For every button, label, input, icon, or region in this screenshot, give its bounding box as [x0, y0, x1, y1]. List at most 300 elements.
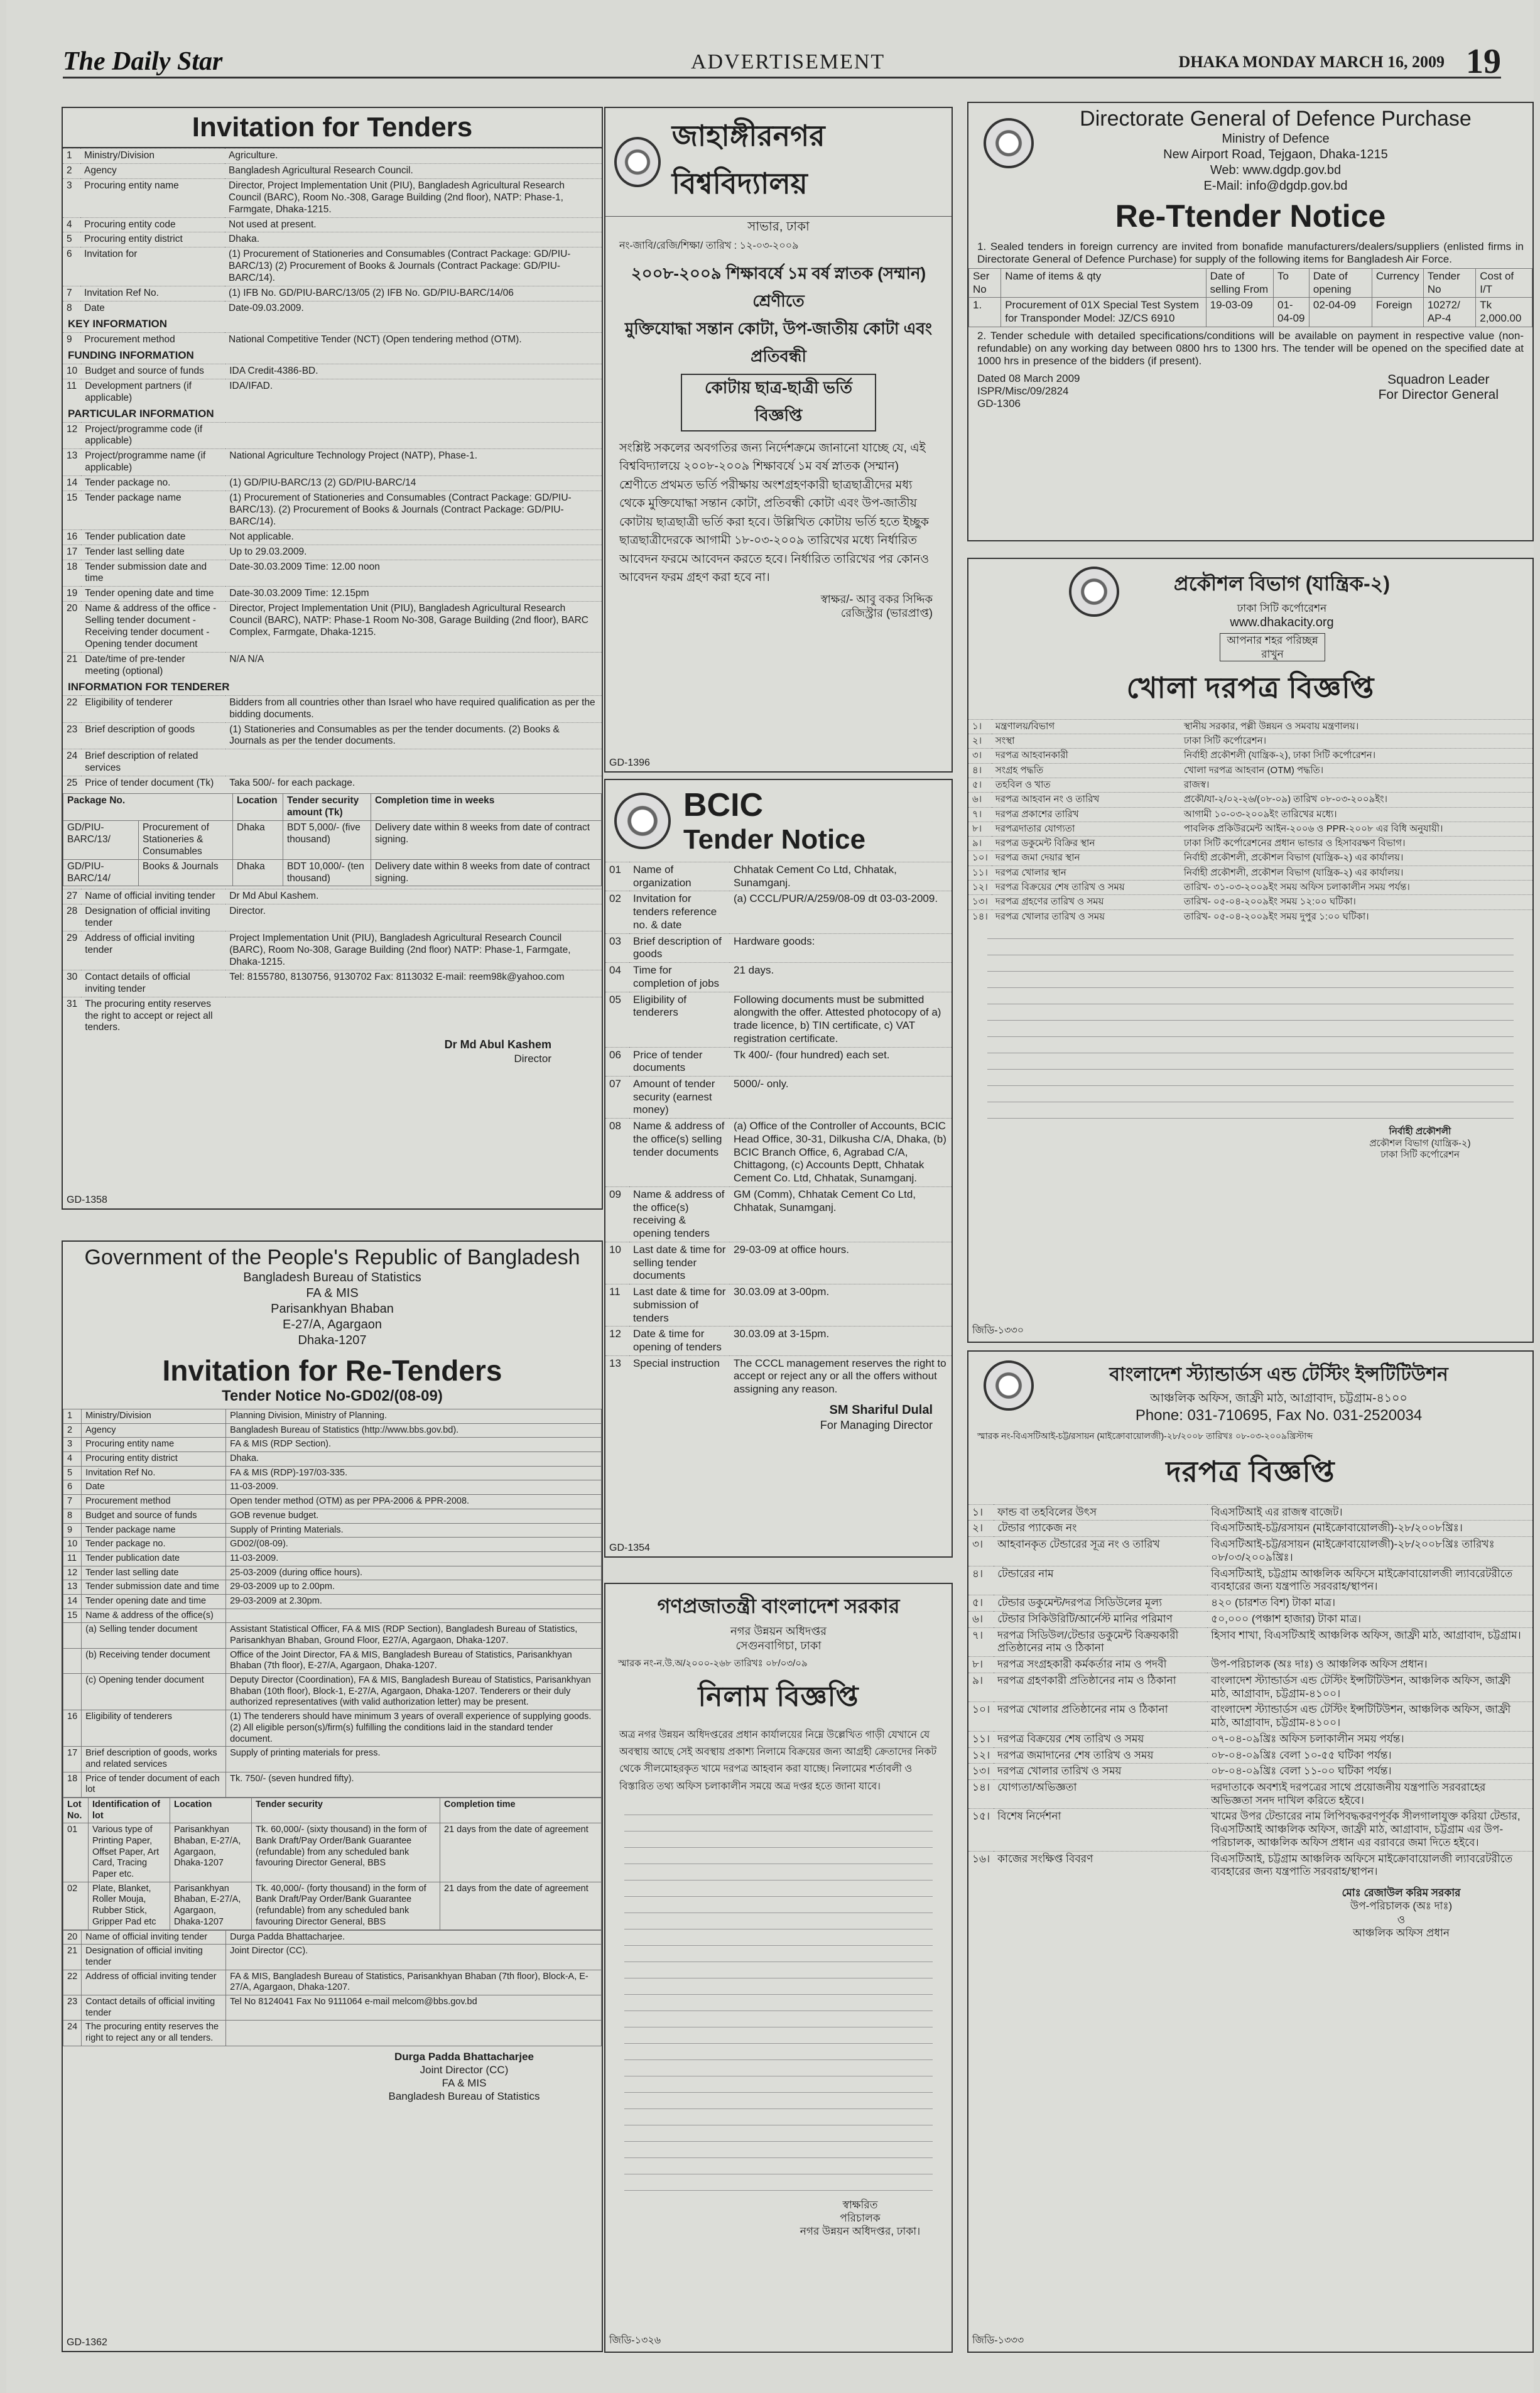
table-row	[969, 298, 1532, 327]
barc-table-contact	[63, 889, 602, 1035]
table-row	[63, 422, 602, 449]
table-cell: 25-03-2009 (during office hours).	[226, 1566, 602, 1580]
table-cell: 6	[63, 1480, 82, 1495]
table-cell: To	[1274, 269, 1310, 298]
table-cell: তারিখ- ৩১-০৩-২০০৯ইং সময় অফিস চলাকালীন সময় পর্যন্ত।	[1180, 881, 1532, 895]
table-cell: 4	[63, 217, 80, 232]
table-cell: টেন্ডারের নাম	[994, 1566, 1207, 1595]
ju-seal-icon	[614, 137, 661, 187]
table-cell: Up to 29.03.2009.	[225, 545, 602, 560]
table-cell: Designation of official inviting tender	[81, 904, 225, 931]
table-cell: 12	[63, 422, 81, 449]
barc-title: Invitation for Tenders	[63, 108, 602, 148]
table-cell: Last date & time for selling tender documents	[629, 1242, 730, 1284]
table-cell: 27	[63, 889, 81, 904]
table-cell: ১১।	[968, 865, 992, 880]
table-cell: 5	[63, 232, 80, 247]
table-cell: 07	[605, 1077, 629, 1119]
table-row	[605, 963, 952, 992]
table-cell: Budget and source of funds	[82, 1509, 226, 1523]
table-cell: (a) Selling tender document	[82, 1623, 226, 1648]
table-cell: 21 days from the date of agreement	[440, 1882, 602, 1929]
barc-table-general	[63, 148, 602, 316]
bcic-title: BCIC	[683, 787, 764, 823]
table-row	[968, 1521, 1532, 1537]
table-row	[63, 1945, 602, 1970]
table-row	[605, 1242, 952, 1284]
table-cell: 21	[63, 652, 81, 678]
table-row	[63, 1566, 602, 1580]
table-cell: (b) Receiving tender document	[82, 1648, 226, 1673]
bbs-table-general	[63, 1409, 602, 1798]
address-line: Joint Director (CC)	[420, 2063, 509, 2076]
table-cell: তহবিল ও খাত	[992, 778, 1180, 792]
bbs-signature-block	[327, 2050, 602, 2103]
table-row	[63, 749, 602, 776]
table-cell: 2	[63, 163, 80, 178]
table-cell: GOB revenue budget.	[226, 1509, 602, 1523]
table-cell: Brief description of goods	[629, 933, 730, 962]
table-cell: 02	[63, 1882, 89, 1929]
table-cell: Tk. 60,000/- (sixty thousand) in the form of Bank Draft/Pay Order/Bank Guarantee (refundable) from any scheduled bank favouring Director General, BBS	[252, 1823, 440, 1882]
table-cell: Tender publication date	[82, 1551, 226, 1566]
table-cell: Taka 500/- for each package.	[225, 776, 602, 791]
table-cell: ৫।	[968, 1595, 994, 1612]
table-row	[63, 1648, 602, 1673]
dcc-website: www.dhakacity.org	[1230, 616, 1334, 630]
table-row	[968, 895, 1532, 909]
table-row	[605, 1077, 952, 1119]
table-cell: Currency	[1372, 269, 1423, 298]
bsti-signatory: মোঃ রেজাউল করিম সরকার	[1342, 1887, 1461, 1899]
table-cell: 4	[63, 1452, 82, 1467]
table-cell: (1) The tenderers should have minimum 3 years of overall experience of supplying goods. (2) All eligible person(s)/firm(s) fulfilling the conditions laid in the standard tender document.	[226, 1710, 602, 1747]
table-cell: Joint Director (CC).	[226, 1945, 602, 1970]
dcc-heading: খোলা দরপত্র বিজ্ঞপ্তি	[1126, 671, 1375, 704]
address-line: Web: www.dgdp.gov.bd	[1210, 163, 1342, 177]
table-row	[968, 1764, 1532, 1780]
table-cell: দরপত্র বিক্রয়ের শেষ তারিখ ও সময়	[994, 1731, 1207, 1747]
table-header-cell: Package No.	[63, 794, 233, 821]
table-cell: Tender last selling date	[81, 545, 225, 560]
table-row	[63, 997, 602, 1035]
address-line: FA & MIS	[306, 1286, 359, 1300]
table-cell: Planning Division, Ministry of Planning.	[226, 1409, 602, 1424]
table-row	[968, 1702, 1532, 1731]
table-row	[63, 247, 602, 286]
bcic-signatory-designation: For Managing Director	[820, 1418, 933, 1431]
table-cell: সংস্থা	[992, 734, 1180, 749]
table-cell: ০৮-০৪-০৯খ্রিঃ বেলা ১১-০০ ঘটিকা পর্যন্ত।	[1207, 1764, 1532, 1780]
table-cell: ১১।	[968, 1731, 994, 1747]
address-line: Parisankhyan Bhaban	[271, 1302, 394, 1316]
table-header-cell: Identification of lot	[89, 1798, 170, 1823]
table-cell: 13	[605, 1355, 629, 1397]
table-cell: 03	[605, 933, 629, 962]
table-cell: Date-30.03.2009 Time: 12.15pm	[225, 587, 602, 602]
table-cell: 02	[605, 891, 629, 933]
table-cell: Tender submission date and time	[81, 560, 225, 587]
table-cell: BDT 10,000/- (ten thousand)	[283, 859, 371, 886]
nilam-sign-3: নগর উন্নয়ন অধিদপ্তর, ঢাকা।	[800, 2225, 921, 2238]
table-row	[63, 1674, 602, 1710]
table-row	[63, 1480, 602, 1495]
barc-signatory-name: Dr Md Abul Kashem	[444, 1038, 551, 1051]
barc-heading-funding-information: FUNDING INFORMATION	[68, 349, 194, 361]
ju-signature: স্বাক্ষর/- আবু বকর সিদ্দিক	[820, 592, 933, 605]
table-row	[63, 587, 602, 602]
table-cell: দরপত্রদাতার যোগ্যতা	[992, 822, 1180, 836]
table-cell: Tender opening date and time	[81, 587, 225, 602]
table-cell: Procuring entity code	[80, 217, 225, 232]
table-row	[63, 491, 602, 530]
table-row	[63, 889, 602, 904]
table-cell: Following documents must be submitted alongwith the offer. Attested photocopy of a) trade licence, b) TIN certificate, c) VAT registration certificate.	[730, 992, 952, 1047]
dgdp-signatory-rank: Squadron Leader	[1387, 372, 1490, 387]
dcc-signatory-org: ঢাকা সিটি কর্পোরেশন	[1380, 1149, 1460, 1161]
table-header-cell: Location	[170, 1798, 252, 1823]
table-row	[63, 776, 602, 791]
table-cell: Foreign	[1372, 298, 1423, 327]
table-cell: ৬।	[968, 1611, 994, 1627]
table-cell: Delivery date within 8 weeks from date of contract signing.	[371, 820, 602, 859]
table-cell: 5000/- only.	[730, 1077, 952, 1119]
bcic-logo-icon	[614, 793, 671, 849]
dcc-logo-icon	[1069, 567, 1119, 617]
ju-reference: নং-জাবি/রেজি/শিক্ষা/ তারিখ : ১২-০৩-২০০৯	[619, 241, 799, 251]
table-cell: Durga Padda Bhattacharjee.	[226, 1930, 602, 1945]
table-cell: Designation of official inviting tender	[82, 1945, 226, 1970]
table-row	[968, 909, 1532, 924]
bbs-ad-ref: GD-1362	[67, 2337, 107, 2348]
table-row	[968, 1851, 1532, 1880]
table-cell: 10	[63, 364, 81, 379]
table-header-cell: Completion time	[440, 1798, 602, 1823]
address-line: E-Mail: info@dgdp.gov.bd	[1203, 179, 1348, 193]
table-cell: IDA/IFAD.	[225, 379, 602, 405]
table-cell: Books & Journals	[139, 859, 233, 886]
newspaper-page	[6, 0, 1534, 2393]
table-row	[63, 301, 602, 315]
dcc-fine-print	[987, 930, 1514, 1119]
nilam-body: অত্র নগর উন্নয়ন অধিদপ্তরের প্রধান কার্যালয়ের নিম্নে উল্লেখিত গাড়ী যেখানে যে অবস্থায় আছে সেই অবস্থায় প্রকাশ্য নিলামে বিক্রয়ের জন্য আগ্রহী ক্রেতাদের নিকট থেকে সীলমোহরকৃত খামে দরপত্র আহবান করা যাচ্ছে। নিলামের শর্তাবলী ও বিস্তারিত তথ্য অফিস চলাকালীন সময়ে অত্র দপ্তর হতে জানা যাবে।	[619, 1730, 937, 1792]
table-cell	[63, 1674, 82, 1710]
table-cell: 24	[63, 2021, 82, 2046]
table-row	[63, 286, 602, 301]
table-cell: দরপত্র জমা দেয়ার স্থান	[992, 851, 1180, 865]
table-cell: ১৪।	[968, 1779, 994, 1808]
jahangirnagar-university-notice	[604, 107, 953, 773]
table-row	[63, 1509, 602, 1523]
table-cell: মন্ত্রণালয়/বিভাগ	[992, 719, 1180, 734]
table-row	[63, 931, 602, 970]
table-cell: 8	[63, 1509, 82, 1523]
table-row	[63, 217, 602, 232]
table-cell: 19	[63, 587, 81, 602]
table-cell: 22	[63, 1970, 82, 1995]
table-cell: Tk. 40,000/- (forty thousand) in the form of Bank Draft/Pay Order/Bank Guarantee (refundable) from any scheduled bank favouring Director General, BBS	[252, 1882, 440, 1929]
table-row	[63, 1823, 602, 1882]
table-cell: GD/PIU-BARC/14/	[63, 859, 139, 886]
barc-heading-key-information: KEY INFORMATION	[68, 317, 168, 330]
table-cell: Date/time of pre-tender meeting (optional)	[81, 652, 225, 678]
table-cell: ০৮-০৪-০৯খ্রিঃ বেলা ১০-৫৫ ঘটিকা পর্যন্ত।	[1207, 1747, 1532, 1764]
table-row	[63, 1438, 602, 1452]
table-cell: ৩।	[968, 749, 992, 763]
table-row	[63, 1995, 602, 2020]
bcic-tender-notice	[604, 779, 953, 1558]
dgdp-item-table	[968, 268, 1532, 327]
table-cell: GD/PIU-BARC/13/	[63, 820, 139, 859]
table-cell: 21 days from the date of agreement	[440, 1823, 602, 1882]
table-cell: 20	[63, 602, 81, 653]
table-cell: 9	[63, 1523, 82, 1538]
table-row	[63, 970, 602, 997]
table-cell: Ministry/Division	[80, 149, 225, 164]
table-cell: FA & MIS, Bangladesh Bureau of Statistics, Parisankhyan Bhaban (7th floor), Block-A, E-27/A, Agargaon, Dhaka-1207.	[226, 1970, 602, 1995]
table-cell: নির্বাহী প্রকৌশলী, প্রকৌশল বিভাগ (যান্ত্রিক-২) এর কার্যালয়।	[1180, 851, 1532, 865]
table-header-cell: Tender security	[252, 1798, 440, 1823]
dgdp-dated: Dated 08 March 2009	[977, 372, 1080, 384]
table-cell: ১২।	[968, 1747, 994, 1764]
table-cell: দরপত্র জমাদানের শেষ তারিখ ও সময়	[994, 1747, 1207, 1764]
table-cell: Director, Project Implementation Unit (PIU), Bangladesh Agricultural Research Council (BARC), NATP: Phase-1 Room No-308, Garage Building (2nd floor), BARC Complex, Farmgate, Dhaka-1215.	[225, 602, 602, 653]
dgdp-crest-icon	[984, 118, 1034, 168]
table-cell: GD02/(08-09).	[226, 1538, 602, 1552]
table-row	[63, 1930, 602, 1945]
table-cell: Name & address of the office(s) selling tender documents	[629, 1119, 730, 1187]
table-row	[605, 933, 952, 962]
newspaper-logo: The Daily Star	[63, 47, 223, 76]
table-cell	[225, 422, 602, 449]
table-row	[63, 1466, 602, 1480]
table-cell: ৫।	[968, 778, 992, 792]
nilam-sign-2: পরিচালক	[840, 2212, 881, 2224]
table-cell: বিএসটিআই-চট্ট/রসায়ন (মাইক্রোবায়োলজী)-২৮/২০০৮খ্রিঃ তারিখঃ ০৮/০৩/২০০৯খ্রিঃ।	[1207, 1537, 1532, 1566]
table-cell: Name of official inviting tender	[82, 1930, 226, 1945]
table-cell: Tender package no.	[82, 1538, 226, 1552]
table-header-cell: Tender security amount (Tk)	[283, 794, 371, 821]
table-cell: দরপত্র গ্রহণের তারিখ ও সময়	[992, 895, 1180, 909]
bsti-phone: Phone: 031-710695, Fax No. 031-2520034	[1135, 1406, 1423, 1424]
table-cell: FA & MIS (RDP)-197/03-335.	[226, 1466, 602, 1480]
table-cell: ১০।	[968, 1702, 994, 1731]
table-row	[63, 652, 602, 678]
table-cell: Procurement method	[80, 332, 225, 347]
table-cell: (1) GD/PIU-BARC/13 (2) GD/PIU-BARC/14	[225, 476, 602, 491]
table-row	[63, 602, 602, 653]
ju-signatory: রেজিস্ট্রার (ভারপ্রাপ্ত)	[840, 607, 933, 619]
table-row	[63, 904, 602, 931]
table-cell: Invitation for	[80, 247, 225, 286]
table-row	[63, 1623, 602, 1648]
nilam-address: সেগুনবাগিচা, ঢাকা	[735, 1639, 822, 1652]
table-cell: Dr Md Abul Kashem.	[225, 889, 602, 904]
table-cell: 30	[63, 970, 81, 997]
table-cell: প্রকৌ/যা-২/০২-২৬/(০৮-০৯) তারিখ ০৮-০৩-২০০৯ইং।	[1180, 793, 1532, 807]
table-cell: 6	[63, 247, 80, 286]
table-cell: BDT 5,000/- (five thousand)	[283, 820, 371, 859]
table-cell: (1) Stationeries and Consumables as per the tender documents. (2) Books & Journals as per the tender documents.	[225, 722, 602, 749]
dcc-signatory-dept: প্রকৌশল বিভাগ (যান্ত্রিক-২)	[1369, 1137, 1471, 1149]
table-cell: দরপত্র ডকুমেন্ট বিক্রির স্থান	[992, 837, 1180, 851]
table-cell: ১৩।	[968, 895, 992, 909]
table-cell: 14	[63, 476, 81, 491]
dgdp-title: Directorate General of Defence Purchase	[1080, 107, 1472, 131]
table-cell: Date-09.03.2009.	[225, 301, 602, 315]
table-cell: Name of items & qty	[1001, 269, 1206, 298]
table-cell: ঢাকা সিটি কর্পোরেশনের প্রধান ভান্ডার ও হিসাবরক্ষণ বিভাগ।	[1180, 837, 1532, 851]
table-cell: 29	[63, 931, 81, 970]
table-cell: FA & MIS (RDP Section).	[226, 1438, 602, 1452]
table-cell: 19-03-09	[1206, 298, 1273, 327]
bbs-office-address	[63, 1270, 602, 1348]
table-cell: 10	[63, 1538, 82, 1552]
address-line: Bangladesh Bureau of Statistics	[388, 2090, 540, 2103]
table-cell: 18	[63, 1772, 82, 1797]
ju-heading-1: ২০০৮-২০০৯ শিক্ষাবর্ষে ১ম বর্ষ স্নাতক (সম্মান) শ্রেণীতে	[631, 264, 926, 310]
bbs-table-contact	[63, 1930, 602, 2046]
barc-lot-table	[63, 793, 602, 886]
table-cell: Procurement method	[82, 1495, 226, 1509]
table-cell: 09	[605, 1186, 629, 1242]
barc-table-particular	[63, 422, 602, 679]
ju-ad-ref: GD-1396	[609, 757, 650, 768]
table-cell: (1) IFB No. GD/PIU-BARC/13/05 (2) IFB No. GD/PIU-BARC/14/06	[225, 286, 602, 301]
table-cell: Tender submission date and time	[82, 1580, 226, 1595]
table-cell: Address of official inviting tender	[82, 1970, 226, 1995]
table-cell: Tender No	[1423, 269, 1475, 298]
table-cell: Open tender method (OTM) as per PPA-2006 & PPR-2008.	[226, 1495, 602, 1509]
barc-heading-information-for-tenderer: INFORMATION FOR TENDERER	[68, 680, 230, 693]
table-cell: Ser No	[969, 269, 1001, 298]
table-cell: ৪।	[968, 763, 992, 778]
table-cell: Chhatak Cement Co Ltd, Chhatak, Sunamganj.	[730, 862, 952, 891]
bbs-title: Invitation for Re-Tenders	[162, 1354, 502, 1387]
table-row	[968, 1627, 1532, 1656]
dgdp-ad-ref: GD-1306	[977, 397, 1021, 410]
table-row	[968, 837, 1532, 851]
table-row	[968, 719, 1532, 734]
udd-auction-notice	[604, 1583, 953, 2353]
table-row	[968, 1566, 1532, 1595]
ju-heading-3: কোটায় ছাত্র-ছাত্রী ভর্তি বিজ্ঞপ্তি	[681, 374, 876, 431]
table-row	[63, 1423, 602, 1438]
bsti-office: আঞ্চলিক অফিস, জাফ্রী মাঠ, আগ্রাবাদ, চট্টগ্রাম-৪১০০	[1150, 1392, 1407, 1405]
table-cell: Procurement of 01X Special Test System for Transponder Model: JZ/CS 6910	[1001, 298, 1206, 327]
bsti-signatory-role: আঞ্চলিক অফিস প্রধান	[1352, 1926, 1450, 1939]
bsti-heading: দরপত্র বিজ্ঞপ্তি	[1166, 1455, 1335, 1488]
table-cell: 12	[63, 1566, 82, 1580]
ju-title: জাহাঙ্গীরনগর বিশ্ববিদ্যালয়	[671, 119, 825, 200]
table-row	[968, 734, 1532, 749]
table-row	[605, 1327, 952, 1355]
table-cell: Bangladesh Agricultural Research Council.	[225, 163, 602, 178]
table-cell: Procuring entity district	[80, 232, 225, 247]
table-cell: Agency	[82, 1423, 226, 1438]
table-cell: Name & address of the office(s) receiving & opening tenders	[629, 1186, 730, 1242]
table-row	[63, 859, 602, 886]
table-row	[605, 1047, 952, 1076]
table-cell: National Competitive Tender (NCT) (Open tendering method (OTM).	[225, 332, 602, 347]
table-row	[605, 1186, 952, 1242]
table-cell: Project Implementation Unit (PIU), Bangladesh Agricultural Research Council (BARC), Room No-308, Garage Building (2nd floor) NATP: Phase-1, Farmgate, Dhaka-1215.	[225, 931, 602, 970]
table-header-cell: Location	[233, 794, 283, 821]
table-cell: কাজের সংক্ষিপ্ত বিবরণ	[994, 1851, 1207, 1880]
table-cell: বিএসটিআই, চট্টগ্রাম আঞ্চলিক অফিসে মাইক্রোবায়োলজী ল্যাবরেটরীতে ব্যবহারের জন্য যন্ত্রপাতি সরবরাহ/স্থাপন।	[1207, 1851, 1532, 1880]
table-row	[63, 1970, 602, 1995]
table-cell: বিশেষ নির্দেশনা	[994, 1809, 1207, 1851]
table-cell: Date-30.03.2009 Time: 12.00 noon	[225, 560, 602, 587]
table-cell: Not applicable.	[225, 529, 602, 545]
table-row	[968, 881, 1532, 895]
table-row	[63, 1495, 602, 1509]
table-cell: Tender package name	[82, 1523, 226, 1538]
table-cell: 15	[63, 491, 81, 530]
table-row	[605, 1284, 952, 1327]
table-cell: 05	[605, 992, 629, 1047]
table-row	[63, 379, 602, 405]
table-row	[63, 695, 602, 722]
table-cell: Name of official inviting tender	[81, 889, 225, 904]
table-cell: Procuring entity district	[82, 1452, 226, 1467]
table-cell: (a) CCCL/PUR/A/259/08-09 dt 03-03-2009.	[730, 891, 952, 933]
table-cell: 3	[63, 178, 80, 217]
table-row	[968, 1504, 1532, 1521]
table-row	[63, 476, 602, 491]
table-cell: Time for completion of jobs	[629, 963, 730, 992]
table-cell: ১৩।	[968, 1764, 994, 1780]
table-cell: টেন্ডার ডকুমেন্ট/দরপত্র সিডিউলের মূল্য	[994, 1595, 1207, 1612]
table-row	[63, 1452, 602, 1467]
table-row	[63, 449, 602, 476]
table-cell: Not used at present.	[225, 217, 602, 232]
table-cell: ফান্ড বা তহবিলের উৎস	[994, 1504, 1207, 1521]
table-cell: 04	[605, 963, 629, 992]
table-cell: 11	[605, 1284, 629, 1327]
bsti-signatory-and: ও	[1397, 1913, 1406, 1926]
table-row	[63, 1580, 602, 1595]
table-cell: 14	[63, 1594, 82, 1609]
table-cell: 11-03-2009.	[226, 1480, 602, 1495]
table-cell: Date of selling From	[1206, 269, 1273, 298]
table-cell: 23	[63, 722, 81, 749]
table-cell: রাজস্ব।	[1180, 778, 1532, 792]
table-cell: ৪২০ (চারশত বিশ) টাকা মাত্র।	[1207, 1595, 1532, 1612]
table-cell: Dhaka.	[225, 232, 602, 247]
table-cell: 8	[63, 301, 80, 315]
dgdp-address	[968, 131, 1532, 194]
table-header-cell: Lot No.	[63, 1798, 89, 1823]
table-cell: 29-03-2009 at 2.30pm.	[226, 1594, 602, 1609]
table-cell: Tk. 750/- (seven hundred fifty).	[226, 1772, 602, 1797]
table-header-row	[63, 794, 602, 821]
table-row	[605, 992, 952, 1047]
table-row	[968, 822, 1532, 836]
barc-heading-particular-information: PARTICULAR INFORMATION	[68, 407, 214, 420]
table-cell: Date	[80, 301, 225, 315]
table-row	[968, 793, 1532, 807]
table-cell: দরপত্র খোলার তারিখ ও সময়	[994, 1764, 1207, 1780]
nilam-fine-print	[624, 1806, 933, 2191]
table-row	[63, 1409, 602, 1424]
table-cell: 11-03-2009.	[226, 1551, 602, 1566]
table-cell: The CCCL management reserves the right to accept or reject any or all the offers without assigning any reason.	[730, 1355, 952, 1397]
table-row	[968, 807, 1532, 822]
table-cell: GM (Comm), Chhatak Cement Co Ltd, Chhatak, Sunamganj.	[730, 1186, 952, 1242]
table-cell: 3	[63, 1438, 82, 1452]
table-cell: 17	[63, 545, 81, 560]
